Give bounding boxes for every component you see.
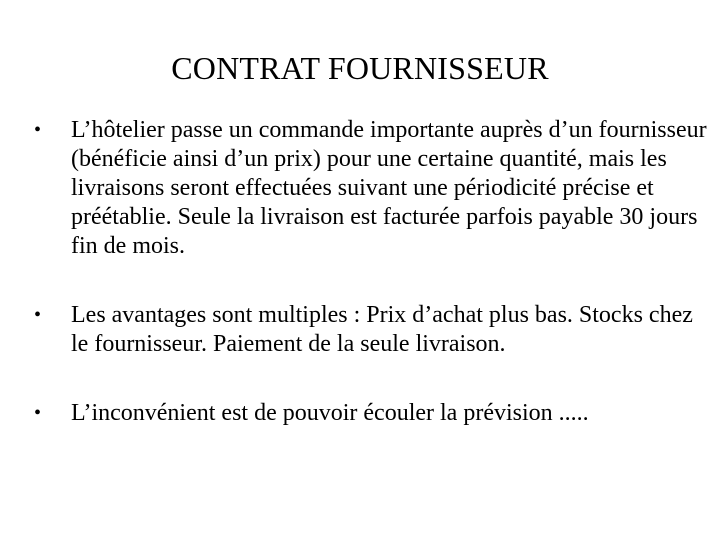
bullet-text-2: Les avantages sont multiples : Prix d’achat plus bas. Stocks chez le fournisseur. Paiement de la seule livraison.	[71, 302, 693, 357]
bullet-item-3	[34, 399, 714, 428]
bullet-icon: •	[34, 119, 42, 141]
bullet-icon: •	[34, 304, 42, 326]
bullet-item-2	[34, 301, 714, 359]
slide-title: CONTRAT FOURNISSEUR	[171, 50, 549, 86]
bullet-item-1	[34, 116, 714, 261]
bullet-icon: •	[34, 402, 42, 424]
bullet-text-1: L’hôtelier passe un commande importante auprès d’un fournisseur (bénéficie ainsi d’un prix) pour une certaine quantité, mais les livraisons seront effectuées suivant une périodicité précise et préétablie. Seule la livraison est facturée parfois payable 30 jours fin de mois.	[71, 117, 707, 259]
bullet-list	[34, 116, 714, 428]
bullet-text-3: L’inconvénient est de pouvoir écouler la prévision .....	[71, 400, 589, 426]
